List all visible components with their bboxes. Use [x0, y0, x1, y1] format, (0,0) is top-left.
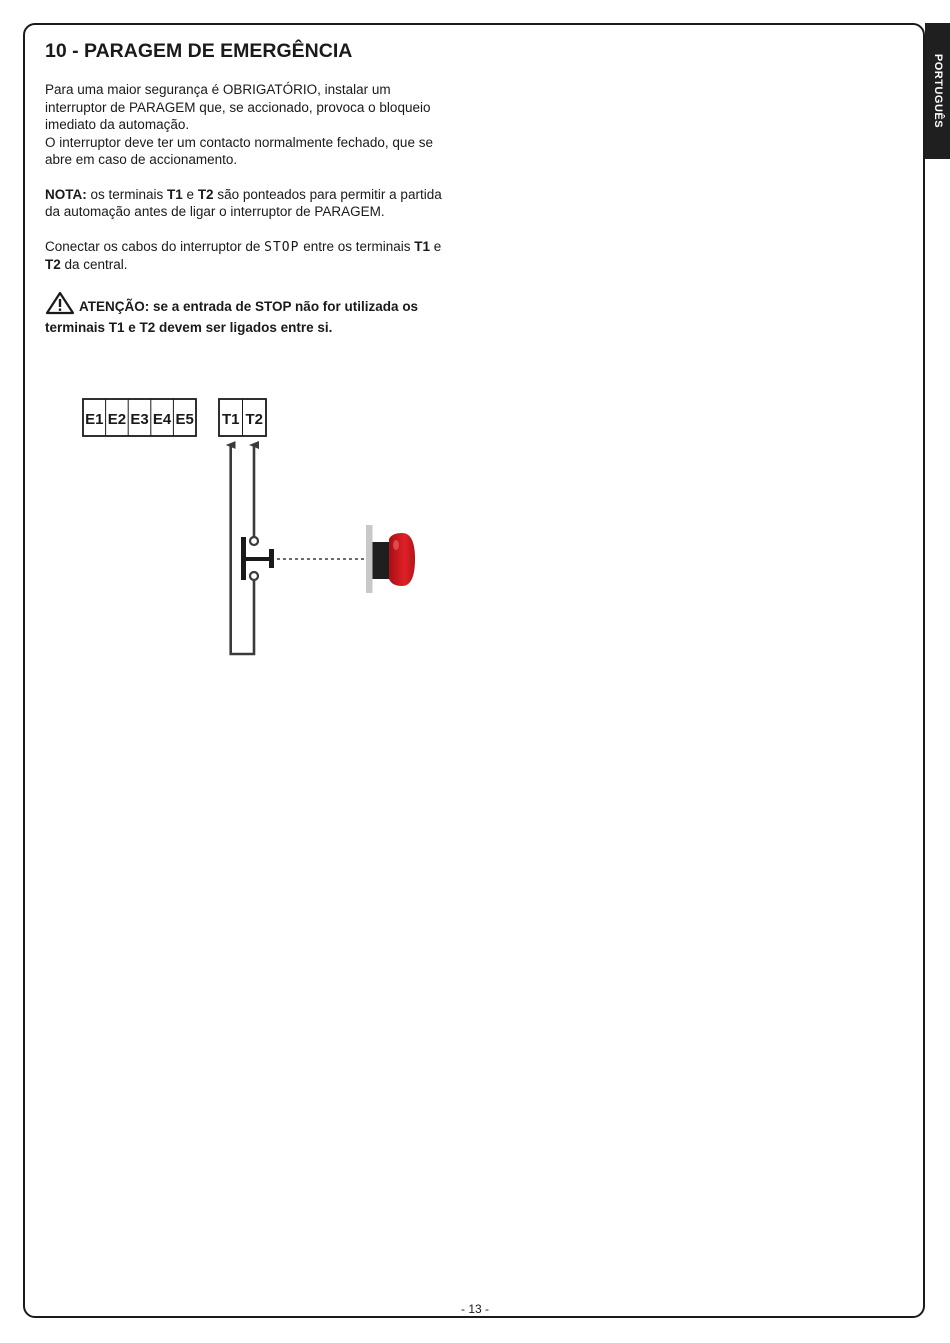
note-t2: T2 [197, 186, 214, 202]
button-panel [366, 525, 373, 593]
switch-contact-bottom [250, 572, 258, 580]
button-mushroom-head [389, 533, 415, 586]
language-tab-label: PORTUGUÊS [931, 53, 944, 129]
terminal-label-e4: E4 [152, 411, 172, 428]
connect-t2: T2 [45, 257, 61, 272]
connect-stop-lcd: STOP [264, 239, 300, 255]
switch-plunger [246, 557, 270, 561]
note-text-b: e [182, 186, 198, 202]
terminal-label-e1: E1 [85, 411, 104, 428]
intro-line-2: O interruptor deve ter um contacto normalmente fechado, que se abre em caso de accionamento. [45, 134, 433, 167]
button-highlight [393, 540, 399, 550]
connect-text-c: e [430, 238, 442, 254]
connect-text-b: entre os terminais [299, 238, 415, 254]
connect-text-d: da central. [60, 257, 128, 272]
note-t1: T1 [167, 186, 183, 202]
note-text-a: os terminais [86, 186, 168, 202]
page-number: - 13 - [460, 1302, 489, 1316]
switch-plunger-head [269, 549, 274, 568]
connect-text-a: Conectar os cabos do interruptor de [45, 238, 265, 254]
terminal-block-e [83, 399, 196, 436]
switch-bar [241, 537, 246, 580]
terminal-label-e5: E5 [175, 411, 194, 428]
intro-line-1: Para uma maior segurança é OBRIGATÓRIO, instalar um interruptor de PARAGEM que, se accionado, provoca o bloqueio imediato da automação. [45, 82, 431, 132]
switch-contact-top [250, 537, 258, 545]
note-text-c: são ponteados para permitir a partida da automação antes de ligar o interruptor de PARAGEM. [45, 186, 442, 219]
terminal-label-e2: E2 [107, 411, 127, 428]
warning-text: ATENÇÃO: se a entrada de STOP não for utilizada os terminais T1 e T2 devem ser ligados entre si. [45, 298, 419, 335]
terminal-label-t2: T2 [245, 411, 263, 428]
connect-t1: T1 [414, 238, 430, 254]
note-label: NOTA: [45, 186, 87, 202]
section-title: 10 - PARAGEM DE EMERGÊNCIA [45, 40, 353, 62]
emergency-stop-button-icon [366, 525, 415, 593]
terminal-block-t [219, 399, 266, 436]
button-body [373, 542, 390, 579]
stop-switch-symbol [241, 537, 364, 580]
terminal-label-e3: E3 [130, 411, 149, 428]
terminal-label-t1: T1 [221, 411, 240, 428]
